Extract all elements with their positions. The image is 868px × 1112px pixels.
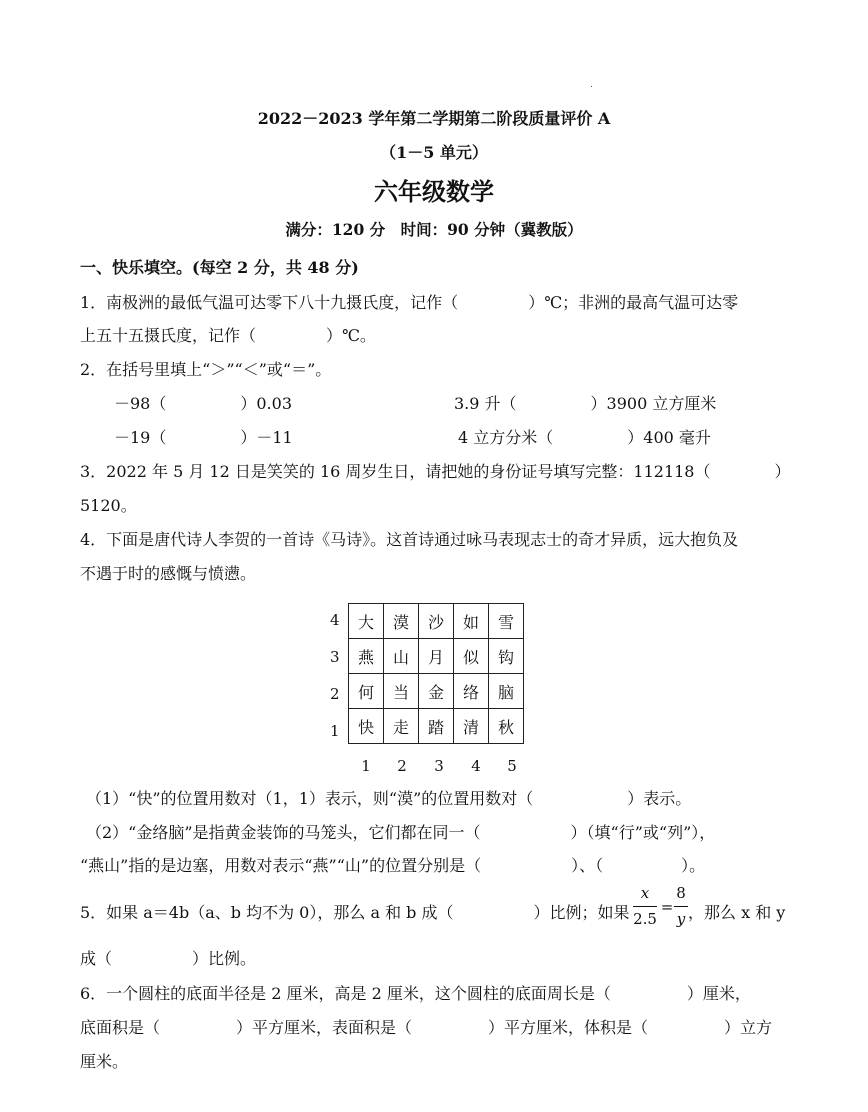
- grid-cell: 何: [349, 674, 384, 709]
- grid-row-label: 2: [330, 685, 340, 703]
- exam-score-time: 满分：120 分 时间：90 分钟（冀教版）: [285, 220, 583, 239]
- grid-col-label: 4: [471, 757, 481, 775]
- q1-text-c: 上五十五摄氏度，记作（: [80, 326, 257, 345]
- grid-row-label: 1: [330, 722, 340, 740]
- grid-col-label: 5: [507, 757, 517, 775]
- grid-cell: 脑: [489, 674, 524, 709]
- question-4-line-2: 不遇于时的感慨与愤懑。: [80, 564, 257, 583]
- grid-col-label: 3: [434, 757, 444, 775]
- q3-text-b: ）: [774, 462, 791, 481]
- q2-item-4-right: ）400 毫升: [627, 428, 711, 447]
- q5-text-b: ）比例；如果: [533, 903, 630, 922]
- question-6-line-3: 厘米。: [80, 1052, 129, 1071]
- question-1-line-2: [80, 323, 376, 346]
- fraction-1-bar: [633, 906, 657, 907]
- q2-item-1-left: －98（: [114, 394, 167, 413]
- grid-cell: 秋: [489, 709, 524, 744]
- grid-cell: 络: [454, 674, 489, 709]
- q4-sub-2-text-b: ）（填“行”或“列”），: [570, 823, 716, 842]
- grid-cell: 大: [349, 604, 384, 639]
- question-5-line-2: [80, 946, 256, 969]
- question-4-line-1: 4．下面是唐代诗人李贺的一首诗《马诗》。这首诗通过咏马表现志士的奇才异质，远大抱负及: [80, 530, 739, 549]
- exam-title: 2022－2023 学年第二学期第二阶段质量评价 A: [257, 109, 611, 128]
- q2-item-2-left: 3.9 升（: [454, 394, 517, 413]
- grid-cell: 雪: [489, 604, 524, 639]
- grid-cell: 漠: [384, 604, 419, 639]
- grid-cell: 似: [454, 639, 489, 674]
- q6-text-e: ）平方厘米，体积是（: [488, 1018, 649, 1037]
- section-heading: 一、快乐填空。(每空 2 分，共 48 分): [80, 258, 359, 277]
- grid-cell: 金: [419, 674, 454, 709]
- grid-cell: 燕: [349, 639, 384, 674]
- q4-sub-1-text-b: ）表示。: [627, 789, 692, 808]
- grid-cell: 山: [384, 639, 419, 674]
- q4-sub-2-line-1: [86, 820, 715, 843]
- question-2: 2．在括号里填上“＞”“＜”或“＝”。: [80, 360, 332, 379]
- grid-row: [349, 709, 524, 744]
- grid-row-label: 3: [330, 648, 340, 666]
- question-6-line-1: [80, 981, 751, 1004]
- grid-cell: 月: [419, 639, 454, 674]
- fraction-2-bar: [674, 906, 688, 907]
- q4-sub-2-text-e: ）。: [681, 856, 706, 875]
- q3-text-a: 3．2022 年 5 月 12 日是笑笑的 16 周岁生日，请把她的身份证号填写完整：112118（: [80, 462, 711, 481]
- grid-col-label: 2: [397, 757, 407, 775]
- question-3-line-1: [80, 459, 791, 482]
- q2-item-3-right: ）－11: [240, 428, 293, 447]
- grid-row-label: 4: [330, 611, 340, 629]
- question-3-line-2: 5120。: [80, 496, 137, 515]
- q4-sub-1: [86, 786, 691, 809]
- fraction-2-denominator: y: [676, 910, 686, 928]
- fraction-2-numerator: 8: [676, 884, 686, 902]
- q2-item-1: [114, 391, 292, 414]
- question-5-line-1c: ，那么 x 和 y: [688, 903, 786, 922]
- q1-text-a: 1．南极洲的最低气温可达零下八十九摄氏度，记作（: [80, 293, 459, 312]
- grid-row: [349, 674, 524, 709]
- q2-item-1-right: ）0.03: [240, 394, 293, 413]
- exam-heading: 六年级数学: [374, 177, 494, 206]
- q5-text-c: 成（: [80, 949, 113, 968]
- q2-item-4: [458, 425, 711, 448]
- grid-cell: 当: [384, 674, 419, 709]
- q4-sub-2-text-c: “燕山”指的是边塞，用数对表示“燕”“山”的位置分别是（: [80, 856, 482, 875]
- question-5-line-1a: [80, 900, 630, 923]
- q5-text-d: ）比例。: [192, 949, 257, 968]
- grid-cell: 走: [384, 709, 419, 744]
- q2-item-2-right: ）3900 立方厘米: [590, 394, 717, 413]
- question-1-line-1: [80, 290, 738, 313]
- q6-text-a: 6．一个圆柱的底面半径是 2 厘米，高是 2 厘米，这个圆柱的底面周长是（: [80, 984, 611, 1003]
- grid-cell: 快: [349, 709, 384, 744]
- grid-cell: 清: [454, 709, 489, 744]
- grid-cell: 如: [454, 604, 489, 639]
- speck: [591, 86, 592, 87]
- grid-cell: 踏: [419, 709, 454, 744]
- q2-item-4-left: 4 立方分米（: [458, 428, 554, 447]
- q2-item-3: [114, 425, 293, 448]
- fraction-1-numerator: x: [640, 884, 650, 902]
- q1-text-d: ）℃。: [326, 326, 376, 345]
- q6-text-f: ）立方: [724, 1018, 773, 1037]
- grid-col-label: 1: [361, 757, 371, 775]
- grid-cell: 沙: [419, 604, 454, 639]
- q4-sub-2-line-2: [80, 853, 705, 876]
- question-6-line-2: [80, 1015, 772, 1038]
- q6-text-c: 底面积是（: [80, 1018, 161, 1037]
- q6-text-b: ）厘米，: [686, 984, 751, 1003]
- grid-row: [349, 604, 524, 639]
- q2-item-2: [454, 391, 716, 414]
- q1-text-b: ）℃；非洲的最高气温可达零: [528, 293, 739, 312]
- q6-text-d: ）平方厘米，表面积是（: [236, 1018, 413, 1037]
- q5-text-a: 5．如果 a＝4b（a、b 均不为 0），那么 a 和 b 成（: [80, 903, 454, 922]
- equals-sign: =: [660, 898, 674, 916]
- fraction-1-denominator: 2.5: [633, 910, 657, 928]
- q4-sub-1-text-a: （1）“快”的位置用数对（1，1）表示，则“漠”的位置用数对（: [86, 789, 534, 808]
- grid-cell: 钩: [489, 639, 524, 674]
- poem-grid: [348, 603, 524, 744]
- q4-sub-2-text-d: ）、（: [571, 856, 604, 875]
- grid-row: [349, 639, 524, 674]
- q4-sub-2-text-a: （2）“金络脑”是指黄金装饰的马笼头，它们都在同一（: [86, 823, 481, 842]
- exam-subtitle: （1－5 单元）: [380, 143, 488, 162]
- q2-item-3-left: －19（: [114, 428, 167, 447]
